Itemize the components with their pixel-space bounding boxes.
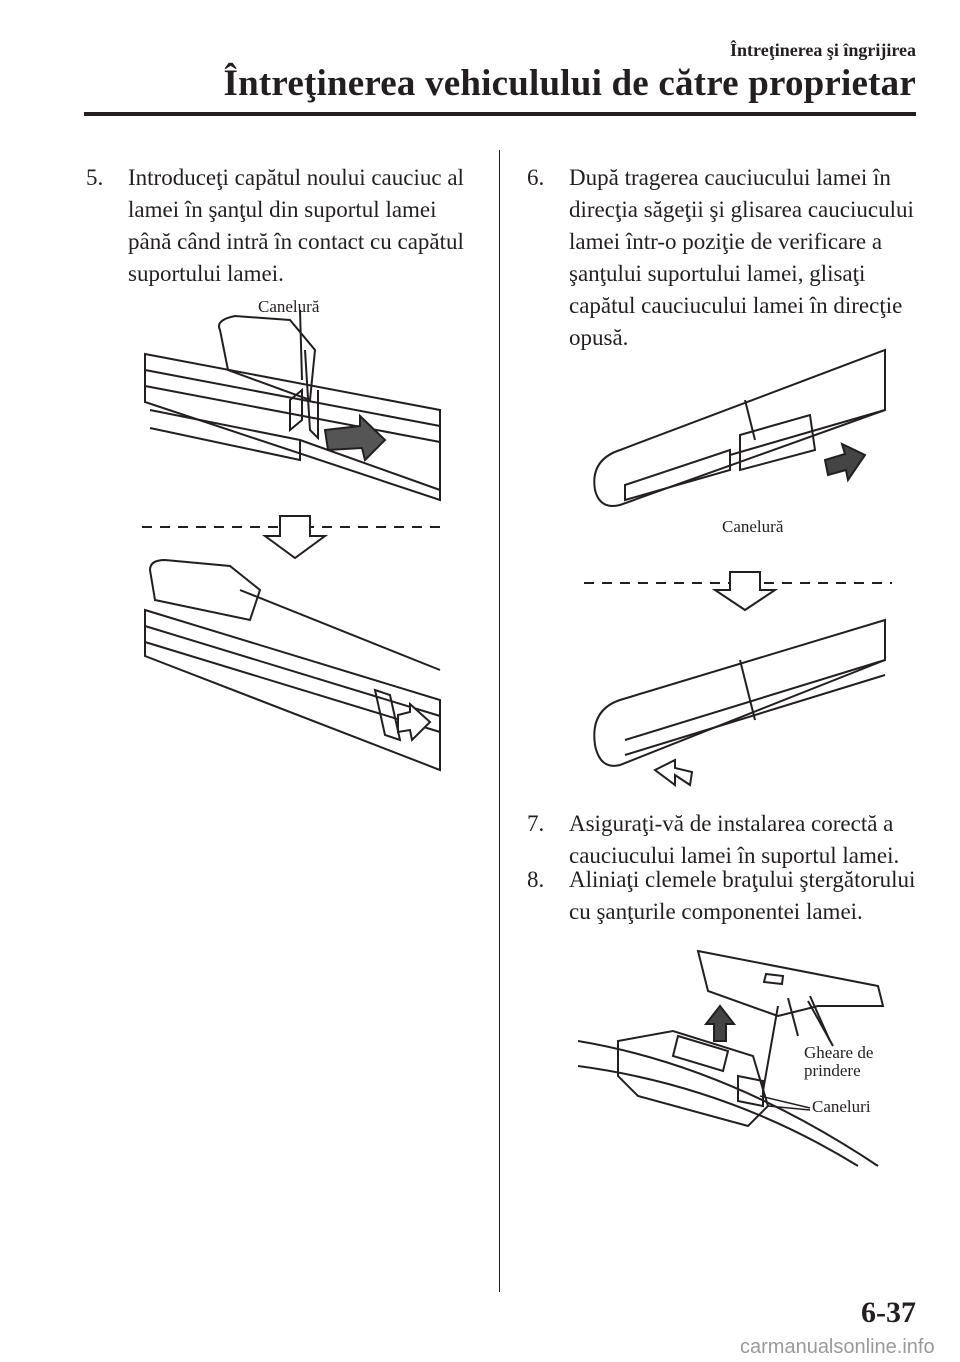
step-text: Asiguraţi-vă de instalarea corectă a cauciucului lamei în suportul lamei. — [569, 811, 900, 868]
section-title: Întreţinerea şi îngrijirea — [730, 40, 916, 60]
grooves-label: Caneluri — [812, 1097, 871, 1116]
step-5 — [86, 162, 482, 290]
wiper-blade-slide-illustration — [580, 340, 895, 810]
figure-step-6 — [580, 340, 895, 810]
page-title: Întreţinerea vehiculului de către proprietar — [223, 63, 916, 104]
step-7 — [527, 808, 927, 872]
wiper-blade-illustration — [140, 290, 450, 780]
header-rule — [84, 112, 916, 116]
column-divider — [499, 150, 500, 1292]
step-number: 6. — [527, 165, 545, 190]
claws-label: Gheare de prindere — [804, 1043, 874, 1080]
step-number: 8. — [527, 867, 545, 892]
step-number: 7. — [527, 811, 545, 836]
step-6 — [527, 162, 927, 354]
step-text: Introduceţi capătul noului cauciuc al lamei în şanţul din suportul lamei până când intră în contact cu capătul suportului lamei. — [128, 165, 464, 286]
step-8 — [527, 864, 927, 928]
step-number: 5. — [86, 165, 104, 190]
page-number: 6-37 — [861, 1296, 916, 1329]
watermark: carmanualsonline.info — [740, 1336, 935, 1358]
groove-label: Canelură — [258, 297, 320, 316]
step-text: După tragerea cauciucului lamei în direcţia săgeţii şi glisarea cauciucului lamei într-o poziţie de verificare a şanţului suportului lamei, glisaţi capătul cauciucului lamei în direcţie opusă. — [569, 165, 914, 350]
figure-step-5 — [140, 290, 450, 780]
step-text: Aliniaţi clemele braţului ştergătorului cu şanţurile componentei lamei. — [569, 867, 916, 924]
groove-label: Canelură — [722, 517, 784, 536]
